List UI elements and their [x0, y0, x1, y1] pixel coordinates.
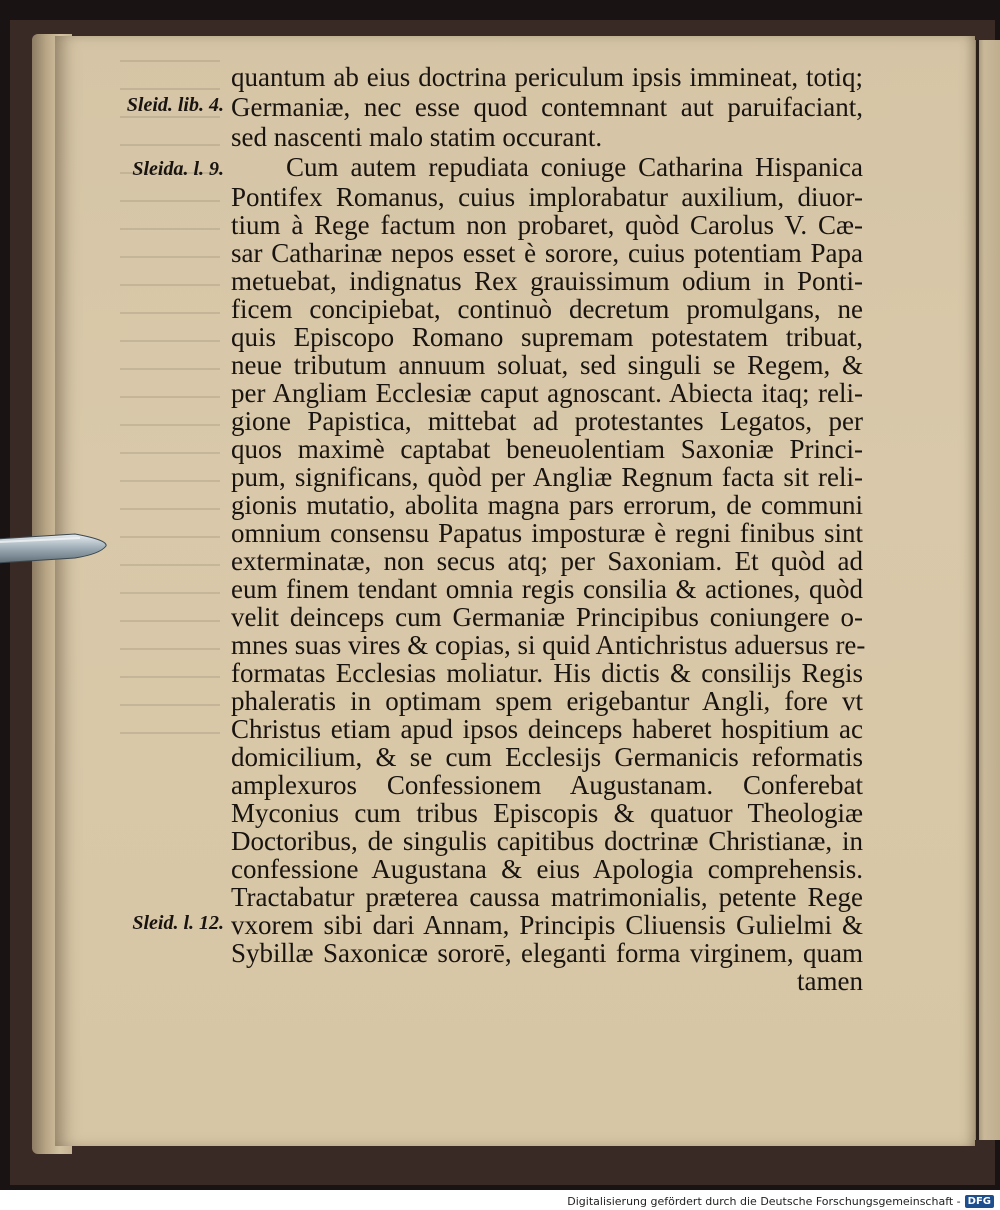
text-line: phaleratis in optimam spem erigebantur Angli, fore vt — [231, 686, 863, 716]
text-line: Myconius cum tribus Episcopis & quatuor Theologiæ — [231, 798, 863, 828]
dfg-logo: DFG — [965, 1195, 994, 1208]
text-line: Christus etiam apud ipsos deinceps haberet hospitium ac — [231, 714, 863, 744]
text-line: vxorem sibi dari Annam, Principis Cliuensis Gulielmi & — [231, 910, 863, 940]
text-line: domicilium, & se cum Ecclesijs Germanicis reformatis — [231, 742, 863, 772]
text-line: Pontifex Romanus, cuius implorabatur auxilium, diuor- — [231, 182, 863, 212]
text-line: neue tributum annuum soluat, sed singuli se Regem, & — [231, 350, 863, 380]
text-line: quos maximè captabat beneuolentiam Saxoniæ Princi- — [231, 434, 863, 464]
footer-text: Digitalisierung gefördert durch die Deutsche Forschungsgemeinschaft - — [567, 1194, 961, 1208]
text-line: metuebat, indignatus Rex grauissimum odium in Ponti- — [231, 266, 863, 296]
text-line: quantum ab eius doctrina periculum ipsis immineat, totiq; — [231, 62, 863, 92]
text-line: sar Catharinæ nepos esset è sorore, cuius potentiam Papa — [231, 238, 863, 268]
text-line: exterminatæ, non secus atq; per Saxoniam. Et quòd ad — [231, 546, 863, 576]
catchword: tamen — [797, 966, 863, 996]
text-line: amplexuros Confessionem Augustanam. Conferebat — [231, 770, 863, 800]
margin-note: Sleid. l. 12. — [132, 912, 224, 934]
text-line: formatas Ecclesias moliatur. His dictis & consilijs Regis — [231, 658, 863, 688]
footer — [567, 1192, 994, 1210]
text-line: gione Papistica, mittebat ad protestantes Legatos, per — [231, 406, 863, 436]
text-line: velit deinceps cum Germaniæ Principibus coniungere o- — [231, 602, 863, 632]
margin-note: Sleida. l. 9. — [132, 158, 224, 180]
text-line: Doctoribus, de singulis capitibus doctrinæ Christianæ, in — [231, 826, 863, 856]
text-line: Sybillæ Saxonicæ sororē, eleganti forma virginem, quam — [231, 938, 863, 968]
text-line: quis Episcopo Romano supremam potestatem tribuat, — [231, 322, 863, 352]
margin-note: Sleid. lib. 4. — [126, 94, 224, 116]
text-line: Tractabatur præterea caussa matrimonialis, petente Rege — [231, 882, 863, 912]
text-line: tium à Rege factum non probaret, quòd Carolus V. Cæ- — [231, 210, 863, 240]
pen-tip-icon — [0, 528, 110, 570]
text-line: gionis mutatio, abolita magna pars errorum, de communi — [231, 490, 863, 520]
text-line: pum, significans, quòd per Angliæ Regnum facta sit reli- — [231, 462, 863, 492]
text-line: mnes suas vires & copias, si quid Antichristus aduersus re- — [231, 630, 866, 660]
text-line: ficem concipiebat, continuò decretum promulgans, ne — [231, 294, 863, 324]
text-line: Germaniæ, nec esse quod contemnant aut paruifaciant, — [231, 92, 863, 122]
text-line: sed nascenti malo statim occurant. — [231, 122, 603, 152]
text-line: eum finem tendant omnia regis consilia & actiones, quòd — [231, 574, 863, 604]
text-line: confessione Augustana & eius Apologia comprehensis. — [231, 854, 863, 884]
text-line: Cum autem repudiata coniuge Catharina Hispanica — [286, 152, 863, 182]
text-line: per Angliam Ecclesiæ caput agnoscant. Abiecta itaq; reli- — [231, 378, 863, 408]
text-line: omnium consensu Papatus imposturæ è regni finibus sint — [231, 518, 863, 548]
